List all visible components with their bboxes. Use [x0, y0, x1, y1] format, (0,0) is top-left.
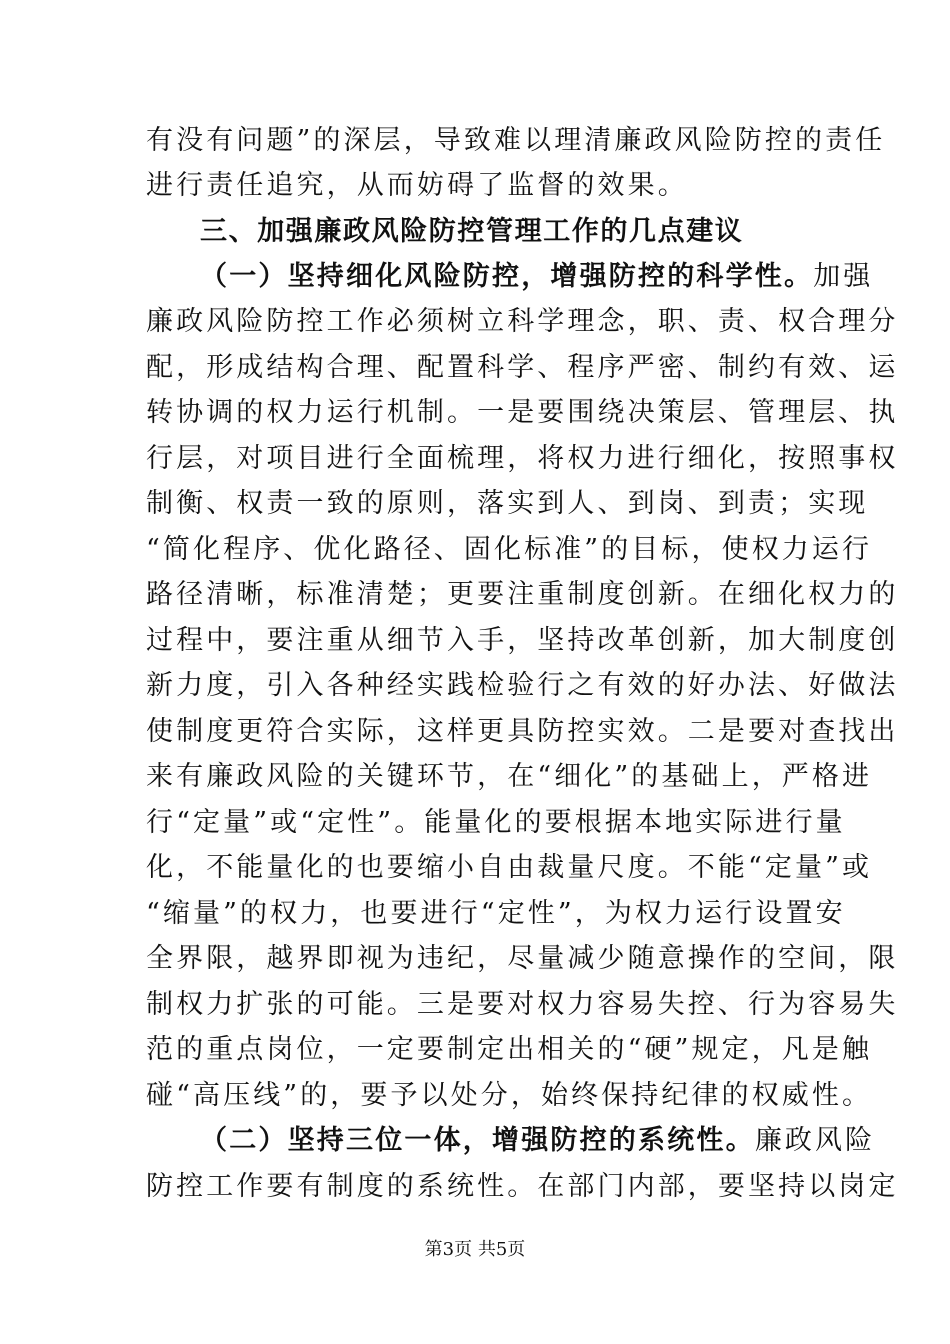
body-text-line: 新力度，引入各种经实践检验行之有效的好办法、好做法 [146, 670, 899, 701]
body-text-line: 行“定量”或“定性”。能量化的要根据本地实际进行量 [146, 807, 846, 838]
page-footer: 第3页 共5页 [424, 1239, 526, 1260]
body-text-line: 配，形成结构合理、配置科学、程序严密、制约有效、运 [146, 352, 899, 383]
body-text-line: 过程中，要注重从细节入手，坚持改革创新，加大制度创 [146, 625, 899, 656]
body-text-line: 转协调的权力运行机制。一是要围绕决策层、管理层、执 [146, 397, 899, 428]
body-text-line: 路径清晰，标准清楚；更要注重制度创新。在细化权力的 [146, 579, 899, 610]
body-text-line: 行层，对项目进行全面梳理，将权力进行细化，按照事权 [146, 443, 899, 474]
body-text-line: 防控工作要有制度的系统性。在部门内部，要坚持以岗定 [146, 1171, 899, 1202]
body-text-run: 加强 [813, 261, 874, 292]
body-text-line: 碰“高压线”的，要予以处分，始终保持纪律的权威性。 [146, 1080, 873, 1111]
body-text-line: 有没有问题”的深层，导致难以理清廉政风险防控的责任 [146, 125, 886, 156]
body-text-line: 来有廉政风险的关键环节，在“细化”的基础上，严格进 [146, 761, 873, 792]
body-text-line: 全界限，越界即视为违纪，尽量减少随意操作的空间，限 [146, 943, 899, 974]
subsection-first-line [200, 254, 874, 299]
body-text-line: 进行责任追究，从而妨碍了监督的效果。 [146, 170, 688, 201]
subsection-heading: （一）坚持细化风险防控，增强防控的科学性。 [200, 261, 814, 292]
body-text-run: 廉政风险 [754, 1125, 876, 1156]
body-text-line: 范的重点岗位，一定要制定出相关的“硬”规定，凡是触 [146, 1034, 873, 1065]
body-text-line: 制衡、权责一致的原则，落实到人、到岗、到责；实现 [146, 488, 869, 519]
body-text-line: 化，不能量化的也要缩小自由裁量尺度。不能“定量”或 [146, 852, 873, 883]
body-text-line: “缩量”的权力，也要进行“定性”，为权力运行设置安 [146, 898, 846, 929]
body-text-line: 使制度更符合实际，这样更具防控实效。二是要对查找出 [146, 716, 899, 747]
body-text-line: 制权力扩张的可能。三是要对权力容易失控、行为容易失 [146, 989, 899, 1020]
subsection-first-line [200, 1118, 876, 1163]
body-text-line: “简化程序、优化路径、固化标准”的目标，使权力运行 [146, 534, 873, 565]
subsection-heading: （二）坚持三位一体，增强防控的系统性。 [200, 1125, 755, 1156]
section-heading: 三、加强廉政风险防控管理工作的几点建议 [200, 216, 744, 247]
body-text-line: 廉政风险防控工作必须树立科学理念，职、责、权合理分 [146, 306, 899, 337]
